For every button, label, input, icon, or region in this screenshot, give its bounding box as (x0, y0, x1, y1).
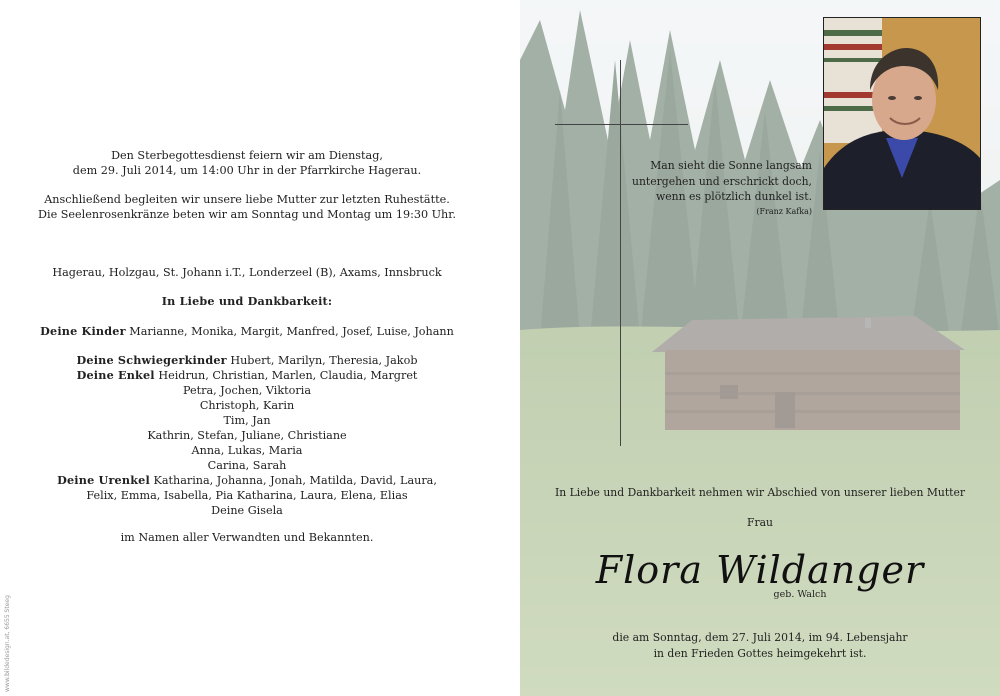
grandchildren-label: Deine Enkel (76, 368, 155, 382)
deceased-name: Flora Wildanger (595, 548, 925, 592)
mourners-heading: In Liebe und Dankbarkeit: (161, 294, 333, 308)
great-grandchildren-line: Deine Gisela (211, 504, 283, 517)
title-line: Frau (746, 516, 774, 529)
closing-block (0, 530, 494, 545)
children-names: Marianne, Monika, Margit, Manfred, Josef, Luise, Johann (129, 325, 454, 338)
quote-line: Man sieht die Sonne langsam (650, 159, 812, 172)
imprint: www.bildedesign.at, 6655 Steeg (4, 595, 11, 692)
children-label: Deine Kinder (40, 324, 126, 338)
title-block (520, 516, 1000, 529)
service-line-2: dem 29. Juli 2014, um 14:00 Uhr in der Pfarrkirche Hagerau. (72, 164, 422, 177)
great-grandchildren-line: Felix, Emma, Isabella, Pia Katharina, Laura, Elena, Elias (86, 489, 408, 502)
cross-vertical (620, 60, 621, 446)
grandchildren-line: Anna, Lukas, Maria (191, 444, 303, 457)
quote-line: wenn es plötzlich dunkel ist. (656, 190, 812, 203)
burial-line-2: Die Seelenrosenkränze beten wir am Sonntag und Montag um 19:30 Uhr. (38, 208, 456, 221)
death-notice (520, 630, 1000, 662)
places (0, 265, 494, 280)
service-info (0, 148, 494, 222)
grandchildren-line: Petra, Jochen, Viktoria (183, 384, 311, 397)
portrait-photo (823, 17, 981, 210)
burial-line-1: Anschließend begleiten wir unsere liebe Mutter zur letzten Ruhestätte. (44, 193, 450, 206)
right-page (520, 0, 1000, 696)
great-grandchildren-label: Deine Urenkel (57, 473, 150, 487)
service-line-1: Den Sterbegottesdienst feiern wir am Dienstag, (111, 149, 383, 162)
family-list (0, 353, 494, 518)
quote-block (632, 158, 812, 218)
in-laws-label: Deine Schwiegerkinder (76, 353, 227, 367)
quote-line: untergehen und erschrickt doch, (632, 174, 812, 188)
grandchildren-line: Tim, Jan (223, 414, 271, 427)
birth-name: geb. Walch (773, 589, 827, 600)
intro-line: In Liebe und Dankbarkeit nehmen wir Abschied von unserer lieben Mutter (554, 486, 966, 499)
cross-horizontal (555, 124, 688, 125)
grandchildren-line: Carina, Sarah (207, 459, 287, 472)
farewell-intro (520, 486, 1000, 499)
great-grandchildren-names: Katharina, Johanna, Jonah, Matilda, David, Laura, (153, 474, 437, 487)
children-block (0, 324, 494, 339)
closing-line: im Namen aller Verwandten und Bekannten. (120, 531, 374, 544)
death-line: in den Frieden Gottes heimgekehrt ist. (653, 647, 867, 660)
in-laws-names: Hubert, Marilyn, Theresia, Jakob (230, 354, 418, 367)
quote-author: (Franz Kafka) (756, 206, 812, 216)
places-line: Hagerau, Holzgau, St. Johann i.T., Londerzeel (B), Axams, Innsbruck (52, 266, 442, 279)
grandchildren-line: Christoph, Karin (199, 399, 295, 412)
death-line: die am Sonntag, dem 27. Juli 2014, im 94. Lebensjahr (612, 631, 908, 644)
grandchildren-names: Heidrun, Christian, Marlen, Claudia, Margret (158, 369, 418, 382)
mourners-heading-block (0, 294, 494, 309)
grandchildren-line: Kathrin, Stefan, Juliane, Christiane (147, 429, 347, 442)
